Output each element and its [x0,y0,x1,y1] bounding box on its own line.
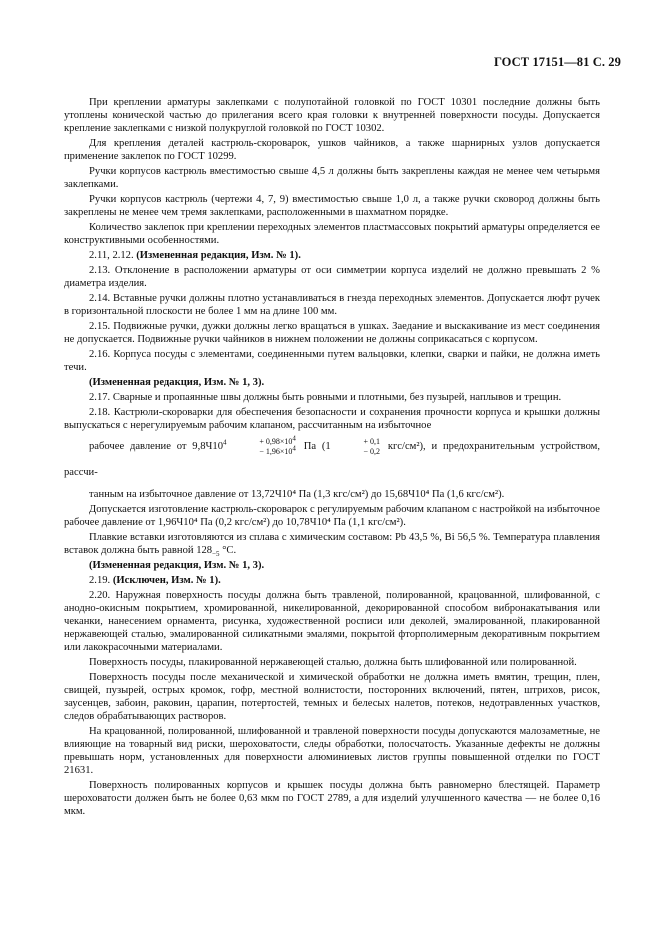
paragraph: На крацованной, полированной, шлифованной и травленой поверхности посуды допускаются малозаметные, не влияющие на товарный вид риски, шероховатости, следы обработки, полосчатость. Указанные дефекты не должны превышать норм, установленных для поверхности алюминиевых листов группы повышенной отделки по ГОСТ 21631. [64,726,600,776]
amendment-note: (Измененная редакция, Изм. № 1, 3). [89,560,265,571]
pressure-formula [64,434,600,486]
paragraph: 2.20. Наружная поверхность посуды должна быть травленой, полированной, крацованной, шлифованной, с анодно-окисным покрытием, хромированной, никелированной, декорированной способом вибронакатывания или чеканки, нанесением орнамента, рисунка, художественной росписи или деколей, эмалированной, плакированной нержавеющей сталью, эмалированной силикатными эмалями, покрытой фторполимерным декоративным покрытием или лакокрасочными материалами. [64,590,600,653]
amendment-note: (Измененная редакция, Изм. № 1, 3). [89,377,265,388]
tolerance-lower: − 1,96×10 [259,446,293,456]
tolerance-kgs-lower: − 0,2 [363,446,380,456]
amendment-note: (Измененная редакция, Изм. № 1). [136,250,301,261]
tolerance-lower-exp: 4 [292,443,296,452]
paragraph: Количество заклепок при креплении переходных элементов пластмассовых покрытий арматуры определяется ее конструктивными особенностями. [64,222,600,246]
amendment-note: (Исключен, Изм. № 1). [112,575,221,586]
paragraph: Ручки корпусов кастрюль вместимостью свыше 4,5 л должны быть закреплены каждая не менее чем четырьмя заклепками. [64,166,600,190]
paragraph: Поверхность посуды после механической и химической обработки не должна иметь вмятин, трещин, плен, свищей, пузырей, острых кромок, гофр, местной волнистости, посторонних включений, пятен, штрихов, рисок, заусенцев, забоин, раковин, царапин, потертостей, темных и белесых налетов, потеков, недотравленных участков, следов обрабатывающих растворов. [64,672,600,722]
melt-paragraph [64,531,600,557]
paragraph-group-2 [64,488,600,529]
formula-mid: Па (1 [303,441,331,452]
paragraph: Поверхность полированных корпусов и крышек посуды должна быть равномерно блестящей. Параметр шероховатости должен быть не более 0,63 мкм по ГОСТ 2789, а для изделий улучшенного качества — не более 0,16 мкм. [64,780,600,817]
melt-tolerance: −5 [212,550,220,559]
paragraph: 2.14. Вставные ручки должны плотно устанавливаться в гнезда переходных элементов. Допускается люфт ручек в горизонтальной плоскости не более 1 мм на длине 100 мм. [64,293,600,317]
clause-number: 2.19. [89,575,113,586]
paragraph: танным на избыточное давление от 13,72Ч10⁴ Па (1,3 кгс/см²) до 15,68Ч10⁴ Па (1,6 кгс/см²). [89,489,505,500]
paragraph: 2.13. Отклонение в расположении арматуры от оси симметрии корпуса изделий не должно превышать 2 % диаметра изделия. [64,265,600,289]
formula-tail: кгс/см²), и предохранительным устройством, рассчи- [64,441,601,478]
formula-lead: рабочее давление от 9,8Ч10 [89,441,224,452]
clause-amendment [64,574,600,587]
page-header: ГОСТ 17151—81 С. 29 [493,55,621,69]
tolerance-kgs-upper: + 0,1 [363,436,380,446]
paragraph: 2.16. Корпуса посуды с элементами, соединенными путем вальцовки, клепки, сварки и пайки, не должна иметь течи. [64,349,600,373]
paragraph-group-1 [64,96,600,432]
paragraph: Для крепления деталей кастрюль-скороварок, ушков чайников, а также шарнирных узлов допускается применение заклепок по ГОСТ 10299. [64,138,600,162]
paragraph: 2.17. Сварные и пропаянные швы должны быть ровными и плотными, без пузырей, наплывов и трещин. [89,392,562,403]
tolerance-upper-exp: 4 [292,433,296,442]
clause-amendment [64,249,600,262]
formula-tolerance-kgs [338,437,380,457]
paragraph: При креплении арматуры заклепками с полупотайной головкой по ГОСТ 10301 последние должны быть утоплены конической частью до прилегания всего края головки к внутренней поверхности посуды. Допускается крепление заклепками с низкой полукруглой головкой по ГОСТ 10302. [64,97,600,134]
paragraph: Поверхность посуды, плакированной нержавеющей сталью, должна быть шлифованной или полированной. [89,657,577,668]
paragraph: Ручки корпусов кастрюль (чертежи 4, 7, 9) вместимостью свыше 1,0 л, а также ручки сковород должны быть закреплены не менее чем тремя заклепками, расположенными в шахматном порядке. [64,194,600,218]
formula-tolerance-pa [234,433,296,457]
paragraph: Допускается изготовление кастрюль-скороварок с регулируемым рабочим клапаном с настройкой на избыточное рабочее давление от 1,96Ч10⁴ Па (0,2 кгс/см²) до 10,78Ч10⁴ Па (1,1 кгс/см²). [64,504,600,528]
paragraph: 2.15. Подвижные ручки, дужки должны легко вращаться в ушках. Заедание и выскакивание из мест соединения не допускается. Подвижные ручки чайников в нижнем положении не должны соприкасаться с корпусом. [64,321,600,345]
paragraph: 2.18. Кастрюли-скороварки для обеспечения безопасности и сохранения прочности корпуса и крышки должны выпускаться с нерегулируемым рабочим клапаном, рассчитанным на избыточное [64,407,600,431]
document-body [64,96,600,820]
clause-number: 2.11, 2.12. [89,250,137,261]
melt-unit: °С. [219,545,237,556]
formula-exponent: 4 [223,438,227,447]
tolerance-upper: + 0,98×10 [259,436,293,446]
paragraph-group-3 [64,559,600,818]
melt-text: Плавкие вставки изготовляются из сплава с химическим составом: Pb 43,5 %, Bi 56,5 %. Температура плавления вставок должна быть равной 128 [64,532,600,556]
